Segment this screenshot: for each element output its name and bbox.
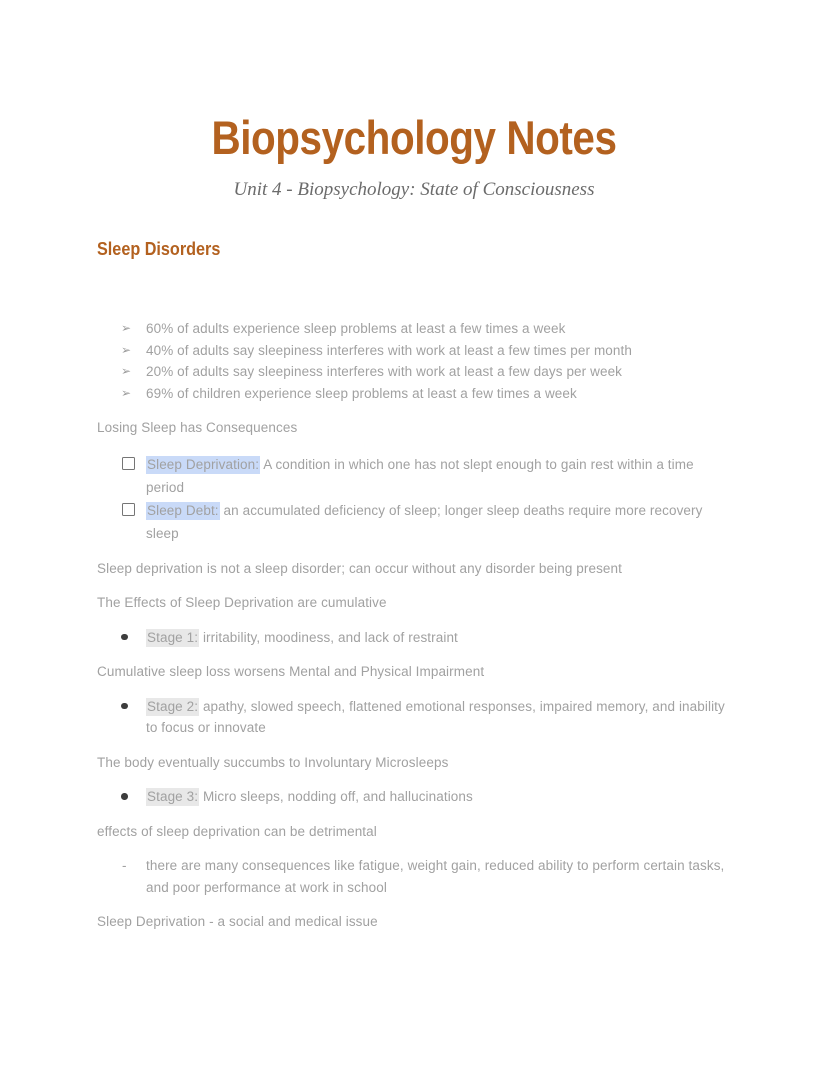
list-item	[0, 383, 828, 405]
definitions-list	[0, 453, 828, 545]
definition-text	[146, 453, 730, 499]
document-title: Biopsychology Notes	[211, 111, 617, 164]
paragraph-cumulative-worsens: Cumulative sleep loss worsens Mental and Physical Impairment	[97, 664, 485, 679]
paragraph-losing-sleep: Losing Sleep has Consequences	[97, 420, 298, 435]
stage-desc: irritability, moodiness, and lack of restraint	[202, 629, 458, 645]
document-subtitle: Unit 4 - Biopsychology: State of Consciousness	[233, 179, 595, 200]
stage-1-list	[0, 627, 828, 649]
checkbox-item	[0, 453, 828, 499]
stage-text	[146, 786, 473, 808]
arrow-bullet-icon: ➢	[121, 342, 132, 357]
arrow-bullet-icon: ➢	[121, 385, 132, 400]
list-item	[0, 361, 828, 383]
dot-bullet-icon	[121, 786, 146, 800]
definition-desc: an accumulated deficiency of sleep; longer sleep deaths require more recovery sleep	[146, 502, 703, 541]
stage-term: Stage 2:	[147, 698, 199, 714]
stage-item	[0, 696, 828, 739]
stage-term: Stage 3:	[147, 789, 199, 804]
statistics-list	[0, 318, 828, 404]
dash-item-text: there are many consequences like fatigue, weight gain, reduced ability to perform certain tasks, and poor performance at work in school	[146, 858, 725, 895]
dot-bullet-icon	[121, 696, 146, 710]
dash-bullet-icon: -	[122, 858, 127, 873]
list-item	[0, 318, 828, 340]
definition-term: Sleep Debt:	[147, 502, 219, 518]
dot-bullet-icon	[121, 627, 146, 641]
checkbox-item	[0, 499, 828, 545]
stage-item	[0, 786, 828, 808]
definition-term: Sleep Deprivation:	[147, 456, 260, 472]
stage-text	[146, 696, 730, 739]
paragraph-not-disorder: Sleep deprivation is not a sleep disorder; can occur without any disorder being present	[97, 560, 623, 576]
list-item-text: 40% of adults say sleepiness interferes with work at least a few times per month	[146, 342, 632, 358]
stage-item	[0, 627, 828, 649]
paragraph-social-medical: Sleep Deprivation - a social and medical issue	[97, 914, 378, 929]
definition-desc: A condition in which one has not slept enough to gain rest within a time period	[146, 456, 694, 495]
stage-term: Stage 1:	[147, 629, 199, 645]
dash-item	[0, 855, 828, 898]
definition-text	[146, 499, 730, 545]
paragraph-effects-cumulative: The Effects of Sleep Deprivation are cumulative	[97, 595, 387, 610]
list-item-text: 60% of adults experience sleep problems at least a few times a week	[146, 321, 566, 336]
stage-desc: apathy, slowed speech, flattened emotional responses, impaired memory, and inability to focus or innovate	[146, 698, 725, 735]
list-item-text: 20% of adults say sleepiness interferes with work at least a few days per week	[146, 364, 623, 379]
arrow-bullet-icon: ➢	[121, 364, 132, 378]
arrow-bullet-icon: ➢	[121, 321, 132, 335]
stage-2-list	[0, 696, 828, 739]
consequences-list	[0, 855, 828, 898]
stage-desc: Micro sleeps, nodding off, and hallucinations	[202, 789, 473, 804]
section-heading-sleep-disorders: Sleep Disorders	[97, 239, 221, 259]
list-item-text: 69% of children experience sleep problems at least a few times a week	[146, 385, 577, 401]
checkbox-icon[interactable]	[122, 457, 135, 470]
paragraph-body-succumbs: The body eventually succumbs to Involuntary Microsleeps	[97, 754, 449, 770]
list-item	[0, 340, 828, 362]
paragraph-effects-detrimental: effects of sleep deprivation can be detrimental	[97, 823, 377, 839]
checkbox-icon[interactable]	[122, 503, 135, 516]
stage-text	[146, 627, 458, 649]
stage-3-list	[0, 786, 828, 808]
